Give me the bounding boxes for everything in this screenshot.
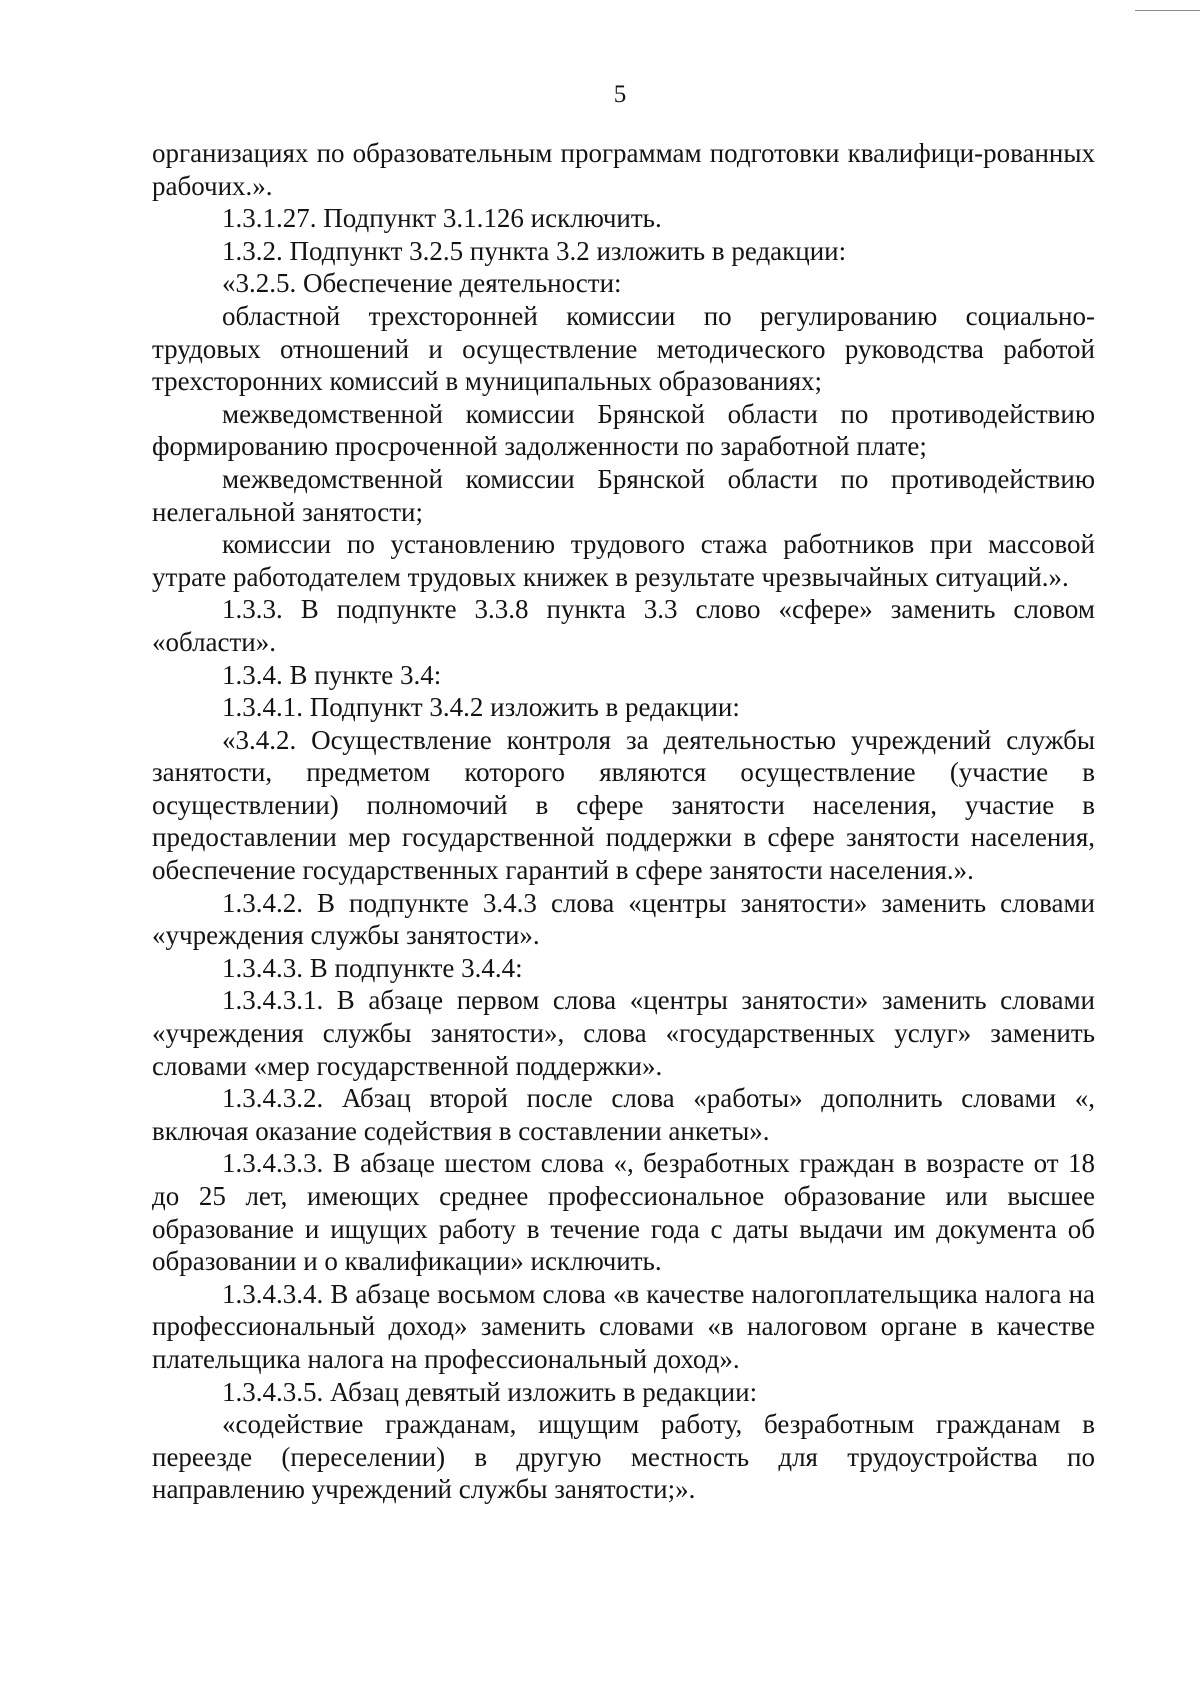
paragraph: организациях по образовательным программам подготовки квалифици-рованных рабочих.».: [152, 138, 1095, 201]
paragraph: межведомственной комиссии Брянской области по противодействию нелегальной занятости;: [152, 463, 1095, 527]
paragraph: 1.3.1.27. Подпункт 3.1.126 исключить.: [222, 203, 662, 234]
paragraph: комиссии по установлению трудового стажа работников при массовой утрате работодателем трудовых книжек в результате чрезвычайных ситуаций.».: [152, 529, 1095, 592]
paragraph: 1.3.4.1. Подпункт 3.4.2 изложить в редакции:: [222, 692, 740, 723]
document-body: [152, 137, 1095, 1506]
paragraph: 1.3.4.3.4. В абзаце восьмом слова «в качестве налогоплательщика налога на профессиональный доход» заменить словами «в налоговом органе в качестве плательщика налога на профессиональный доход».: [152, 1278, 1095, 1374]
paragraph: 1.3.4.2. В подпункте 3.4.3 слова «центры занятости» заменить словами «учреждения службы занятости».: [152, 887, 1095, 951]
paragraph: 1.3.3. В подпункте 3.3.8 пункта 3.3 слово «сфере» заменить словом «области».: [152, 594, 1095, 657]
paragraph: 1.3.4.3.5. Абзац девятый изложить в редакции:: [222, 1376, 758, 1407]
paragraph: 1.3.4. В пункте 3.4:: [222, 659, 442, 690]
paragraph: «3.4.2. Осуществление контроля за деятельностью учреждений службы занятости, предметом которого являются осуществление (участие в осуществлении) полномочий в сфере занятости населения, участие в предоставлении мер государственной поддержки в сфере занятости населения, обеспечение государственных гарантий в сфере занятости населения.».: [152, 724, 1095, 886]
paragraph: 1.3.4.3. В подпункте 3.4.4:: [222, 952, 523, 983]
paragraph: 1.3.4.3.2. Абзац второй после слова «работы» дополнить словами «, включая оказание содействия в составлении анкеты».: [152, 1083, 1095, 1146]
paragraph: 1.3.2. Подпункт 3.2.5 пункта 3.2 изложить в редакции:: [222, 235, 847, 266]
paragraph: межведомственной комиссии Брянской области по противодействию формированию просроченной задолженности по заработной плате;: [152, 398, 1095, 462]
paragraph: «содействие гражданам, ищущим работу, безработным гражданам в переезде (переселении) в другую местность для трудоустройства по направлению учреждений службы занятости;».: [152, 1409, 1095, 1505]
paragraph: 1.3.4.3.3. В абзаце шестом слова «, безработных граждан в возрасте от 18 до 25 лет, имеющих среднее профессиональное образование или высшее образование и ищущих работу в течение года с даты выдачи им документа об образовании и о квалификации» исключить.: [152, 1148, 1095, 1277]
paragraph: областной трехсторонней комиссии по регулированию социально-трудовых отношений и осуществление методического руководства работой трехсторонних комиссий в муниципальных образованиях;: [152, 300, 1095, 397]
page-number: 5: [613, 81, 627, 108]
paragraph: 1.3.4.3.1. В абзаце первом слова «центры занятости» заменить словами «учреждения службы занятости», слова «государственных услуг» заменить словами «мер государственной поддержки».: [152, 985, 1095, 1081]
paragraph: «3.2.5. Обеспечение деятельности:: [222, 268, 622, 299]
